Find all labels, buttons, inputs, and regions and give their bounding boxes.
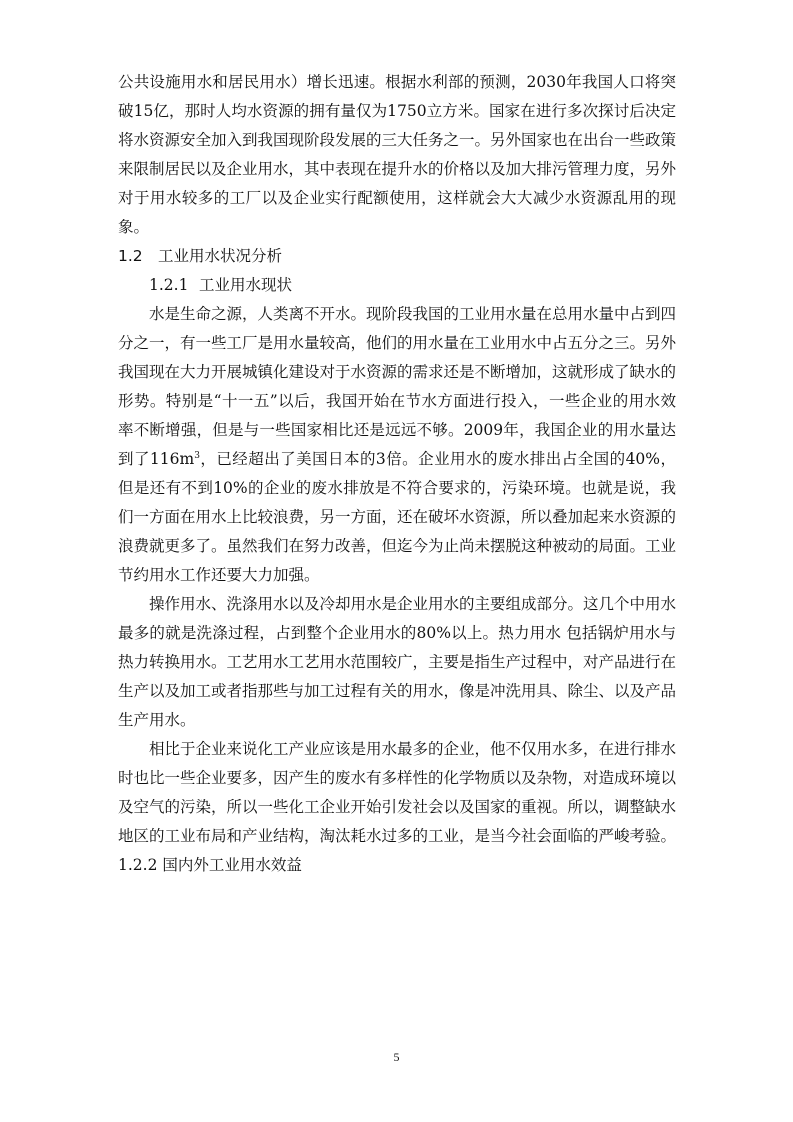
paragraph-text: ，已经超出了美国日本的3倍。企业用水的废水排出占全国的40%，但是还有不到10%的企业的废水排放是不符合要求的，污染环境。也就是说，我们一方面在用水上比较浪费，另一方面，还在破坏水资源，所以叠加起来水资源的浪费就更多了。虽然我们在努力改善，但迄今为止尚未摆脱这种被动的局面。工业节约用水工作还要大力加强。 <box>118 450 677 584</box>
subsection-heading-1-2-2: 1.2.2 国内外工业用水效益 <box>118 856 302 874</box>
paragraph-water-usage-types: 操作用水、洗涤用水以及冷却用水是企业用水的主要组成部分。这几个中用水最多的就是洗涤过程，占到整个企业用水的80%以上。热力用水 包括锅炉用水与热力转换用水。工艺用水工艺用水范围较广，主要是指生产过程中，对产品进行在生产以及加工或者指那些与加工过程有关的用水，像是冲洗用具、除尘、以及产品生产用水。 <box>118 595 677 729</box>
paragraph-chemical-industry: 相比于企业来说化工产业应该是用水最多的企业，他不仅用水多，在进行排水时也比一些企业要多，因产生的废水有多样性的化学物质以及杂物，对造成环境以及空气的污染，所以一些化工企业开始引发社会以及国家的重视。所以，调整缺水地区的工业布局和产业结构，淘汰耗水过多的工业，是当今社会面临的严峻考验。 <box>118 740 677 845</box>
subsection-heading-1-2-1 <box>118 271 676 300</box>
superscript-unit: 3 <box>194 450 200 461</box>
page-number: 5 <box>393 1050 400 1064</box>
subsection-number: 1.2.1 <box>149 276 189 294</box>
section-number: 1.2 <box>118 247 143 265</box>
paragraph-continued: 公共设施用水和居民用水）增长迅速。根据水利部的预测，2030年我国人口将突破15亿，那时人均水资源的拥有量仅为1750立方米。国家在进行多次探讨后决定将水资源安全加入到我国现阶段发展的三大任务之一。另外国家也在出台一些政策来限制居民以及企业用水，其中表现在提升水的价格以及加大排污管理力度，另外对于用水较多的工厂以及企业实行配额使用，这样就会大大减少水资源乱用的现象。 <box>118 73 677 236</box>
subsection-title: 工业用水现状 <box>199 276 293 294</box>
section-title: 工业用水状况分析 <box>158 247 283 265</box>
page-body <box>118 68 676 880</box>
paragraph-text: 水是生命之源，人类离不开水。现阶段我国的工业用水量在总用水量中占到四分之一，有一些工厂是用水量较高，他们的用水量在工业用水中占五分之三。另外我国现在大力开展城镇化建设对于水资源的需求还是不断增加，这就形成了缺水的形势。特别是“十一五”以后，我国开始在节水方面进行投入，一些企业的用水效率不断增强，但是与一些国家相比还是远远不够。2009年，我国企业的用水量达到了116m <box>118 305 677 468</box>
section-heading-1-2 <box>118 242 676 271</box>
paragraph-water-status <box>118 300 676 590</box>
